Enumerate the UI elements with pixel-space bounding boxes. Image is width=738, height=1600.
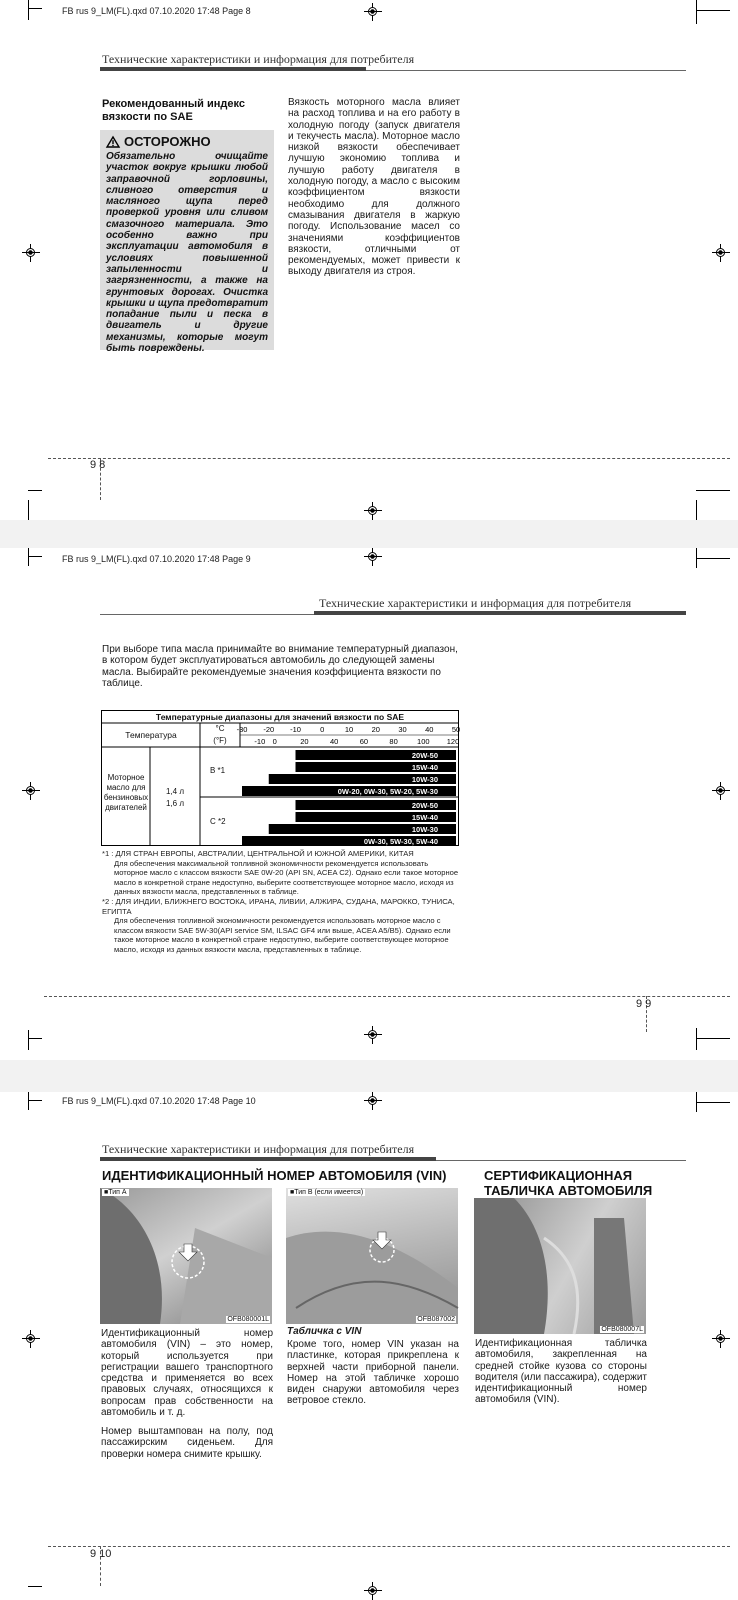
footnote-text: Для обеспечения топливной экономичности рекомендуется использовать моторное масло с классом вязкости SAE 5W-30(API service SM, ILSAC GF4 или выше, ACEA A5/B5). Однако если такое моторное масло в конкретной стране недоступно, выберите соответствующее моторное масло, исходя из данных вязкости масла, представленных в таблице. <box>114 916 451 954</box>
registration-mark-icon <box>22 1330 40 1348</box>
vin-description: Идентификационный номер автомобиля (VIN) – это номер, который используется при регистрации вашего транспортного средства и применяется во всех правовых случаях, относящихся к вопросам прав собственности на автомобиль и т. д. <box>101 1328 273 1419</box>
crop-mark <box>696 10 730 11</box>
vin-dashboard-illustration <box>286 1188 458 1324</box>
celsius-tick-label: -30 <box>236 725 248 734</box>
crop-mark <box>28 1092 29 1110</box>
section-title: Рекомендованный индекс вязкости по SAE <box>102 98 245 123</box>
crop-mark <box>696 500 697 520</box>
crop-mark <box>28 500 29 520</box>
footnote-line <box>102 849 464 859</box>
warning-text: Обязательно очищайте участок вокруг крышки любой заправочной горловины, сливного отверстия и масляного щупа перед проверкой уровня или сливом смазочного материала. Это особенно важно при эксплуатации автомобиля в условиях повышенной запыленности и загрязненности, а также на грунтовых дорогах. Очистка крышки и щупа предотвратит попадание пыли и песка в двигатель и другие механизмы, которые могут быть повреждены. <box>106 151 268 355</box>
celsius-tick-label: 50 <box>451 725 461 734</box>
running-head-rule <box>100 1157 436 1161</box>
vin-floor-illustration <box>100 1188 272 1324</box>
registration-mark-icon <box>364 3 382 21</box>
celsius-tick-label: -20 <box>263 725 275 734</box>
page-number: 9 8 <box>90 459 106 471</box>
temperature-label: Температура <box>125 730 177 740</box>
page-number: 9 10 <box>90 1548 112 1560</box>
file-header: FB rus 9_LM(FL).qxd 07.10.2020 17:48 Page 9 <box>62 554 251 564</box>
footnote-text: ДЛЯ СТРАН ЕВРОПЫ, АВСТРАЛИИ, ЦЕНТРАЛЬНОЙ И ЮЖНОЙ АМЕРИКИ, КИТАЯ <box>115 849 414 858</box>
celsius-tick-label: -10 <box>290 725 301 734</box>
registration-mark-icon <box>22 244 40 262</box>
certification-plate-illustration <box>474 1198 646 1334</box>
celsius-tick-label: 30 <box>398 725 407 734</box>
crop-mark <box>28 1038 42 1039</box>
intro-paragraph: При выборе типа масла принимайте во внимание температурный диапазон, в котором будет эксплуатироваться автомобиль до следующей замены масла. Выбирайте рекомендуемые значения коэффициента вязкости по таблице. <box>102 644 458 689</box>
running-head-rule <box>436 1160 686 1161</box>
crop-mark <box>28 548 29 566</box>
group-b-label: B *1 <box>210 766 226 775</box>
footnote-mark: *1 : <box>102 849 116 858</box>
volume-label-2: 1,6 л <box>165 799 184 808</box>
running-head: Технические характеристики и информация для потребителя <box>102 1142 415 1156</box>
celsius-tick-label: 10 <box>344 725 354 734</box>
warning-box <box>100 130 274 355</box>
footnotes <box>102 849 464 955</box>
warning-heading <box>106 134 268 149</box>
fahrenheit-tick-label: 100 <box>417 737 430 746</box>
image-code: OFB087002 <box>417 1316 455 1323</box>
viscosity-grade-label: 20W-50 <box>411 801 438 810</box>
crop-mark <box>28 556 42 557</box>
crop-mark <box>28 1030 29 1050</box>
crop-mark <box>696 558 730 559</box>
page-number: 9 9 <box>636 998 652 1010</box>
vin-dashboard-photo <box>286 1188 458 1324</box>
crop-mark <box>696 1028 697 1050</box>
page-gap <box>0 520 738 548</box>
viscosity-grade-label: 0W-20, 0W-30, 5W-20, 5W-30 <box>337 787 438 796</box>
celsius-tick-label: 20 <box>371 725 380 734</box>
registration-mark-icon <box>364 1026 382 1044</box>
warning-title: ОСТОРОЖНО <box>124 134 211 149</box>
fahrenheit-tick-label: 20 <box>300 737 309 746</box>
footnote-line <box>102 859 464 897</box>
vin-plate-text: Кроме того, номер VIN указан на пластинке, которая прикреплена к верхней части приборной панели. Номер на этой табличке хорошо виден снаружи автомобиля через ветровое стекло. <box>287 1339 459 1407</box>
vin-plate-caption: Табличка с VIN <box>287 1326 362 1337</box>
image-code: OFB080001L <box>227 1316 269 1323</box>
celsius-unit: °C <box>215 724 225 733</box>
footnote-line <box>102 897 464 916</box>
file-header: FB rus 9_LM(FL).qxd 07.10.2020 17:48 Page 8 <box>62 6 251 16</box>
running-head-rule <box>314 611 686 615</box>
registration-mark-icon <box>364 548 382 566</box>
vin-floor-photo <box>100 1188 272 1324</box>
file-header: FB rus 9_LM(FL).qxd 07.10.2020 17:48 Page 10 <box>62 1096 256 1106</box>
running-head-rule <box>100 67 366 71</box>
viscosity-grade-label: 10W-30 <box>411 825 438 834</box>
image-code: OFB080007L <box>601 1326 643 1333</box>
fahrenheit-tick-label: 80 <box>389 737 398 746</box>
crop-mark <box>696 1102 730 1103</box>
image-type-label: ■Тип A <box>104 1189 127 1196</box>
manual-page-9 <box>28 548 730 1060</box>
certification-plate-text: Идентификационная табличка автомобиля, закрепленная на средней стойке кузова со стороны водителя (или пассажира), содержит идентификационный номер автомобиля (VIN). <box>475 1338 647 1406</box>
viscosity-table <box>101 710 459 846</box>
crop-mark <box>696 1038 730 1039</box>
celsius-tick-label: 40 <box>425 725 434 734</box>
trim-line <box>48 1546 730 1547</box>
certification-plate-photo <box>474 1198 646 1334</box>
fahrenheit-unit: (°F) <box>213 736 227 745</box>
viscosity-grade-label: 20W-50 <box>411 751 438 760</box>
running-head-rule <box>100 614 314 615</box>
fahrenheit-tick-label: 60 <box>359 737 369 746</box>
viscosity-grade-label: 15W-40 <box>411 813 438 822</box>
vin-location-text: Номер выштампован на полу, под пассажирским сиденьем. Для проверки номера снимите крышку. <box>101 1426 273 1460</box>
warning-triangle-icon <box>106 136 120 148</box>
fahrenheit-tick-label: 40 <box>329 737 339 746</box>
crop-mark <box>28 8 42 9</box>
registration-mark-icon <box>364 502 382 520</box>
footnote-text: ДЛЯ ИНДИИ, БЛИЖНЕГО ВОСТОКА, ИРАНА, ЛИВИИ, АЛЖИРА, СУДАНА, МАРОККО, ТУНИСА, ЕГИПТА <box>102 896 455 916</box>
trim-line <box>44 996 730 997</box>
footnote-text: Для обеспечения максимальной топливной экономичности рекомендуется использовать моторное масло с классом вязкости SAE 0W-20 (API SN, ACEA C2). Однако если такое моторное масло в конкретной стране недоступно, выберите соответствующее моторное масло, исходя из данных вязкости масла, представленных в таблице. <box>114 858 459 897</box>
viscosity-bars <box>242 750 456 846</box>
table-title: Температурные диапазоны для значений вязкости по SAE <box>155 712 405 722</box>
fahrenheit-tick-label: 120 <box>446 737 460 746</box>
registration-mark-icon <box>712 1330 730 1348</box>
crop-mark <box>696 490 730 491</box>
oil-type-label: Моторное масло для бензиновых двигателей <box>103 773 149 812</box>
certification-section-title: СЕРТИФИКАЦИОННАЯ ТАБЛИЧКА АВТОМОБИЛЯ <box>484 1168 653 1198</box>
footnote-mark: *2 : <box>102 896 116 906</box>
registration-mark-icon <box>712 244 730 262</box>
group-c-label: C *2 <box>210 817 226 826</box>
fahrenheit-tick-label: 0 <box>272 737 277 746</box>
celsius-tick-label: 0 <box>320 725 325 734</box>
axis-ticks <box>237 725 461 746</box>
running-head: Технические характеристики и информация для потребителя <box>102 52 415 66</box>
viscosity-grade-label: 15W-40 <box>411 763 438 772</box>
crop-mark <box>28 490 42 491</box>
crop-mark <box>696 0 697 24</box>
running-head-rule <box>366 70 686 71</box>
registration-mark-icon <box>364 1092 382 1110</box>
image-type-label: ■Тип B (если имеется) <box>290 1189 364 1196</box>
manual-page-8 <box>28 0 730 520</box>
crop-mark <box>28 0 29 20</box>
registration-mark-icon <box>712 782 730 800</box>
trim-line <box>48 458 730 459</box>
vin-section-title: ИДЕНТИФИКАЦИОННЫЙ НОМЕР АВТОМОБИЛЯ (VIN) <box>102 1168 447 1183</box>
viscosity-paragraph: Вязкость моторного масла влияет на расход топлива и на его работу в холодную погоду (запуск двигателя и текучесть масла). Моторное масло низкой вязкости обеспечивает лучшую экономию топлива и лучшую работу двигателя в холодную погоду, а масло с высоким коэффициентом вязкости необходимо для должного смазывания двигателя в жаркую погоду. Использование масел со значениями коэффициентов вязкости, отличными от рекомендуемых, может привести к выходу двигателя из строя. <box>288 97 460 278</box>
crop-mark <box>28 1100 42 1101</box>
viscosity-grade-label: 0W-30, 5W-30, 5W-40 <box>363 837 438 846</box>
registration-mark-icon <box>22 782 40 800</box>
crop-mark <box>28 1586 42 1587</box>
volume-label-1: 1,4 л <box>165 787 184 796</box>
footnote-line <box>102 916 464 954</box>
viscosity-grade-label: 10W-30 <box>411 775 438 784</box>
registration-mark-icon <box>364 1582 382 1600</box>
running-head: Технические характеристики и информация для потребителя <box>319 596 632 610</box>
page-gap <box>0 1060 738 1092</box>
fahrenheit-tick-label: -10 <box>254 737 266 746</box>
manual-page-10 <box>28 1092 730 1600</box>
